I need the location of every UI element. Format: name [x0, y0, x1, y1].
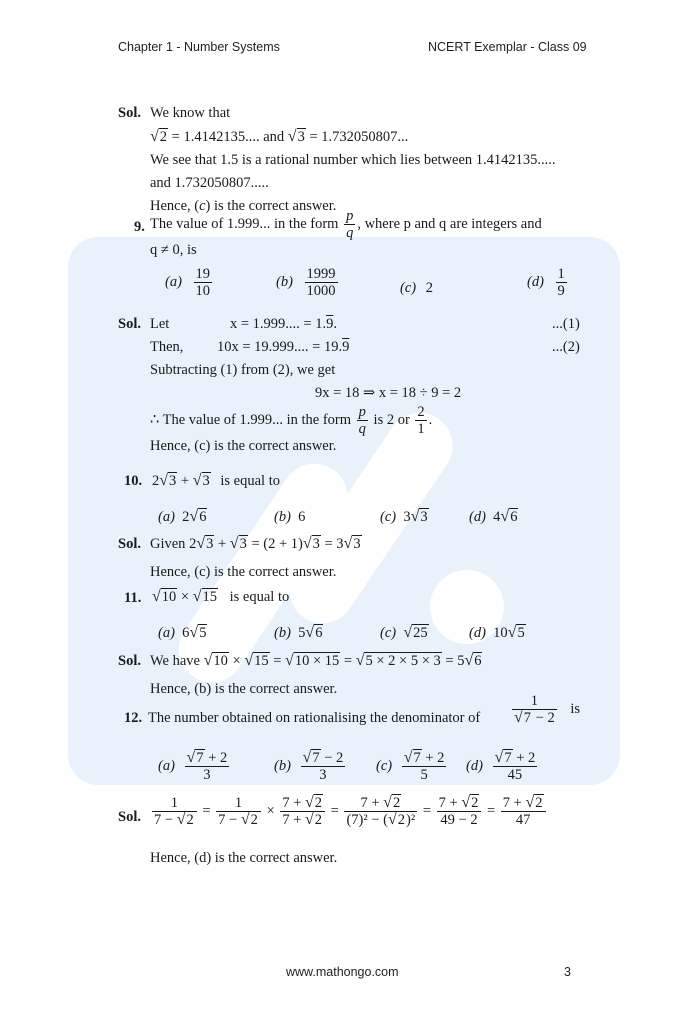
q9-text-cont: q ≠ 0, is — [150, 242, 197, 258]
sol9-eq1: x = 1.999.... = 1.9. — [230, 316, 337, 332]
q9-text: The value of 1.999... in the form $\frac{p}{q}$ , where p and q are integers and — [150, 208, 542, 241]
q12-option-c: (c) $\frac{√7 + 2}{5}$ — [376, 749, 445, 783]
sol11-eq: We have √10 × √15 = √10 × 15 = √5 × 2 × 5 × 3 = 5√6 — [150, 652, 482, 669]
sol12-hence: Hence, (d) is the correct answer. — [150, 850, 338, 866]
q12-option-d: (d) $\frac{√7 + 2}{45}$ — [466, 749, 536, 783]
sol11-hence: Hence, (b) is the correct answer. — [150, 681, 338, 697]
sol8-line3: We see that 1.5 is a rational number which lies between 1.4142135..... — [150, 152, 556, 168]
sol8-line2: √2 = 1.4142135.... and √3 = 1.732050807... — [150, 128, 409, 145]
q12-option-a: (a) $\frac{√7 + 2}{3}$ — [158, 749, 228, 783]
q11-option-b: (b) 5√6 — [274, 624, 323, 641]
question-number: 11. — [124, 590, 142, 606]
sol9-conclusion: ∴ The value of 1.999... in the form $\frac{p}{q}$ is 2 or $\frac{2}{1}$ . — [150, 404, 433, 437]
page-number: 3 — [564, 965, 571, 979]
q10-option-c: (c) 3√3 — [380, 508, 428, 525]
q9-option-c: (c) 2 — [400, 280, 433, 296]
sol-label: Sol. — [118, 536, 141, 552]
footer-url[interactable]: www.mathongo.com — [286, 965, 399, 979]
q12-text: The number obtained on rationalising the denominator of — [148, 710, 481, 726]
sol9-eq2: 10x = 19.999.... = 19.9 — [217, 339, 350, 355]
q9-option-d: (d) $\frac{1}{9}$ — [527, 266, 565, 299]
sol-label: Sol. — [118, 809, 141, 825]
sol9-ref2: ...(2) — [552, 339, 580, 355]
q9-option-a: (a) $\frac{19}{10}$ — [165, 266, 211, 299]
sol9-hence: Hence, (c) is the correct answer. — [150, 438, 337, 454]
sol8-hence: Hence, (c) is the correct answer. — [150, 198, 337, 214]
q11-option-a: (a) 6√5 — [158, 624, 207, 641]
q10-option-b: (b) 6 — [274, 509, 306, 525]
q10-text: 2√3 + √3 is equal to — [152, 472, 280, 489]
sol-label: Sol. — [118, 316, 141, 332]
q12-fraction: $\frac{1}{√7 - 2}$ is — [514, 693, 581, 726]
sol9-subtract: Subtracting (1) from (2), we get — [150, 362, 336, 378]
question-number: 10. — [124, 473, 143, 489]
q11-text: √10 × √15 is equal to — [152, 588, 290, 605]
q12-option-b: (b) $\frac{√7 - 2}{3}$ — [274, 749, 344, 783]
sol8-line4: and 1.732050807..... — [150, 175, 269, 191]
sol9-ref1: ...(1) — [552, 316, 580, 332]
question-number: 12. — [124, 710, 143, 726]
question-number: 9. — [134, 219, 145, 235]
sol10-eq: Given 2√3 + √3 = (2 + 1)√3 = 3√3 — [150, 535, 361, 552]
sol8-line1: We know that — [150, 105, 231, 121]
q11-option-d: (d) 10√5 — [469, 624, 525, 641]
sol12-eq: $\frac{1}{7 - √2}$ = $\frac{1}{7 - √2}$ × $\frac{7 + √2}{7 + √2}$ = $\frac{7 + √2}{\text{(7)² − (√2)²}}$ = $\frac{7 + √2}{49 - 2}$ = $\frac{7 + √2}{47}$ — [150, 795, 548, 828]
q10-option-d: (d) 4√6 — [469, 508, 518, 525]
sol10-hence: Hence, (c) is the correct answer. — [150, 564, 337, 580]
header-chapter: Chapter 1 - Number Systems — [118, 40, 280, 54]
sol9-eq3: 9x = 18 ⇒ x = 18 ÷ 9 = 2 — [315, 385, 462, 401]
q10-option-a: (a) 2√6 — [158, 508, 207, 525]
q11-option-c: (c) √25 — [380, 624, 428, 641]
sol-label: Sol. — [118, 653, 141, 669]
header-book: NCERT Exemplar - Class 09 — [428, 40, 587, 54]
sol9-let: Let — [150, 316, 170, 332]
q9-option-b: (b) $\frac{1999}{1000}$ — [276, 266, 336, 299]
sol9-then: Then, — [150, 339, 184, 355]
sol-label: Sol. — [118, 105, 141, 121]
